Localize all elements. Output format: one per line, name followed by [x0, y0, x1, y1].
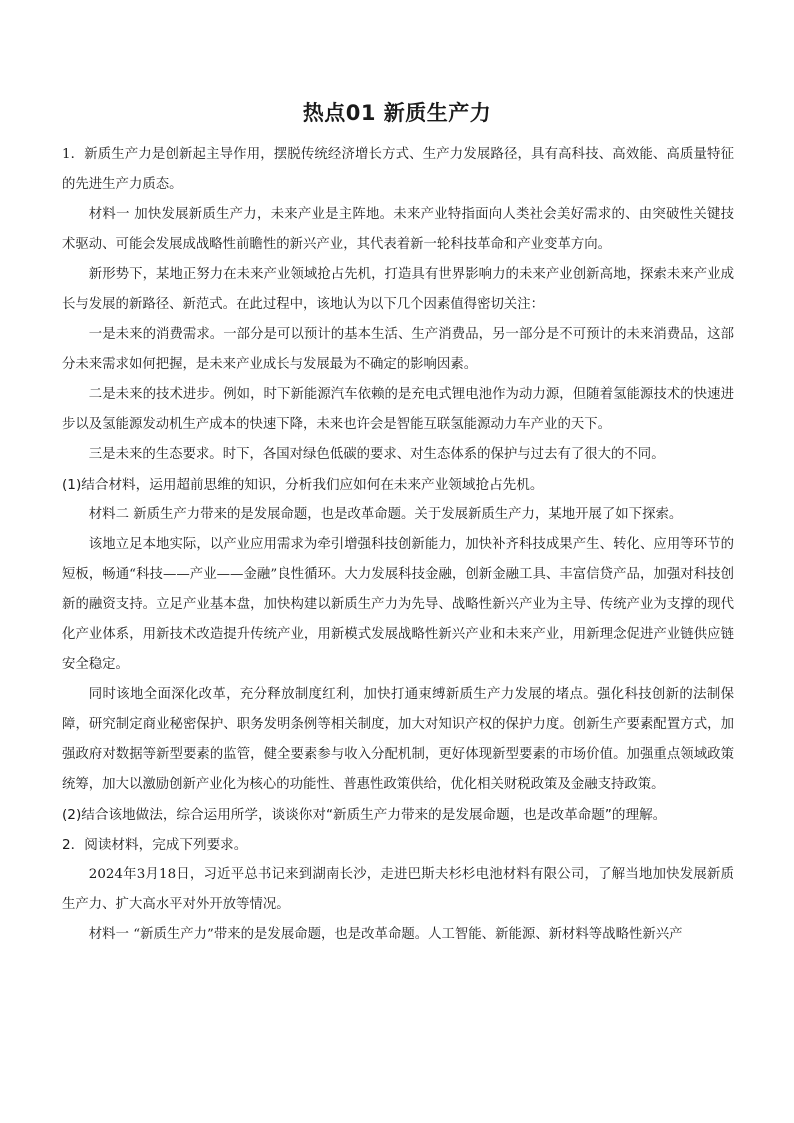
material-1-paragraph: 一是未来的消费需求。一部分是可以预计的基本生活、生产消费品，另一部分是不可预计的未来消费品，这部分未来需求如何把握，是未来产业成长与发展最为不确定的影响因素。: [62, 327, 734, 372]
question-1-stem: 1．新质生产力是创新起主导作用，摆脱传统经济增长方式、生产力发展路径，具有高科技、高效能、高质量特征的先进生产力质态。: [62, 147, 734, 192]
question-2-paragraph: 2024年3月18日，习近平总书记来到湖南长沙，走进巴斯夫杉杉电池材料有限公司，了解当地加快发展新质生产力、扩大高水平对外开放等情况。: [62, 867, 734, 912]
question-2-material-1-intro: 材料一 “新质生产力”带来的是发展命题，也是改革命题。人工智能、新能源、新材料等战略性新兴产: [88, 927, 683, 942]
sub-question-1: (1)结合材料，运用超前思维的知识，分析我们应如何在未来产业领域抢占先机。: [62, 477, 544, 493]
material-1-paragraph: 三是未来的生态要求。时下，各国对绿色低碳的要求、对生态体系的保护与过去有了很大的不同。: [88, 447, 665, 462]
material-2-paragraph: 同时该地全面深化改革，充分释放制度红利，加快打通束缚新质生产力发展的堵点。强化科技创新的法制保障，研究制定商业秘密保护、职务发明条例等相关制度，加大对知识产权的保护力度。创新生产要素配置方式，加强政府对数据等新型要素的监管，健全要素参与收入分配机制，更好体现新型要素的市场价值。加强重点领域政策统筹，加大以激励创新产业化为核心的功能性、普惠性政策供给，优化相关财税政策及金融支持政策。: [62, 687, 734, 792]
material-2-intro: 材料二 新质生产力带来的是发展命题，也是改革命题。关于发展新质生产力，某地开展了如下探索。: [88, 507, 683, 522]
document-body: [62, 140, 734, 950]
material-1-paragraph: 二是未来的技术进步。例如，时下新能源汽车依赖的是充电式锂电池作为动力源，但随着氢能源技术的快速进步以及氢能源发动机生产成本的快速下降，未来也许会是智能互联氢能源动力车产业的天下。: [62, 387, 734, 432]
material-1-paragraph: 新形势下，某地正努力在未来产业领域抢占先机，打造具有世界影响力的未来产业创新高地，探索未来产业成长与发展的新路径、新范式。在此过程中，该地认为以下几个因素值得密切关注：: [62, 267, 734, 312]
sub-question-2: (2)结合该地做法，综合运用所学，谈谈你对“新质生产力带来的是发展命题，也是改革命题”的理解。: [62, 807, 667, 823]
material-1-intro: 材料一 加快发展新质生产力，未来产业是主阵地。未来产业特指面向人类社会美好需求的、由突破性关键技术驱动、可能会发展成战略性前瞻性的新兴产业，其代表着新一轮科技革命和产业变革方向。: [62, 207, 734, 252]
question-2-stem: 2．阅读材料，完成下列要求。: [62, 837, 248, 853]
material-2-paragraph: 该地立足本地实际，以产业应用需求为牵引增强科技创新能力，加快补齐科技成果产生、转化、应用等环节的短板，畅通“科技——产业——金融”良性循环。大力发展科技金融，创新金融工具、丰富信贷产品，加强对科技创新的融资支持。立足产业基本盘，加快构建以新质生产力为先导、战略性新兴产业为主导、传统产业为支撑的现代化产业体系，用新技术改造提升传统产业，用新模式发展战略性新兴产业和未来产业，用新理念促进产业链供应链安全稳定。: [62, 537, 734, 672]
page-title: 热点01 新质生产力: [302, 101, 492, 125]
